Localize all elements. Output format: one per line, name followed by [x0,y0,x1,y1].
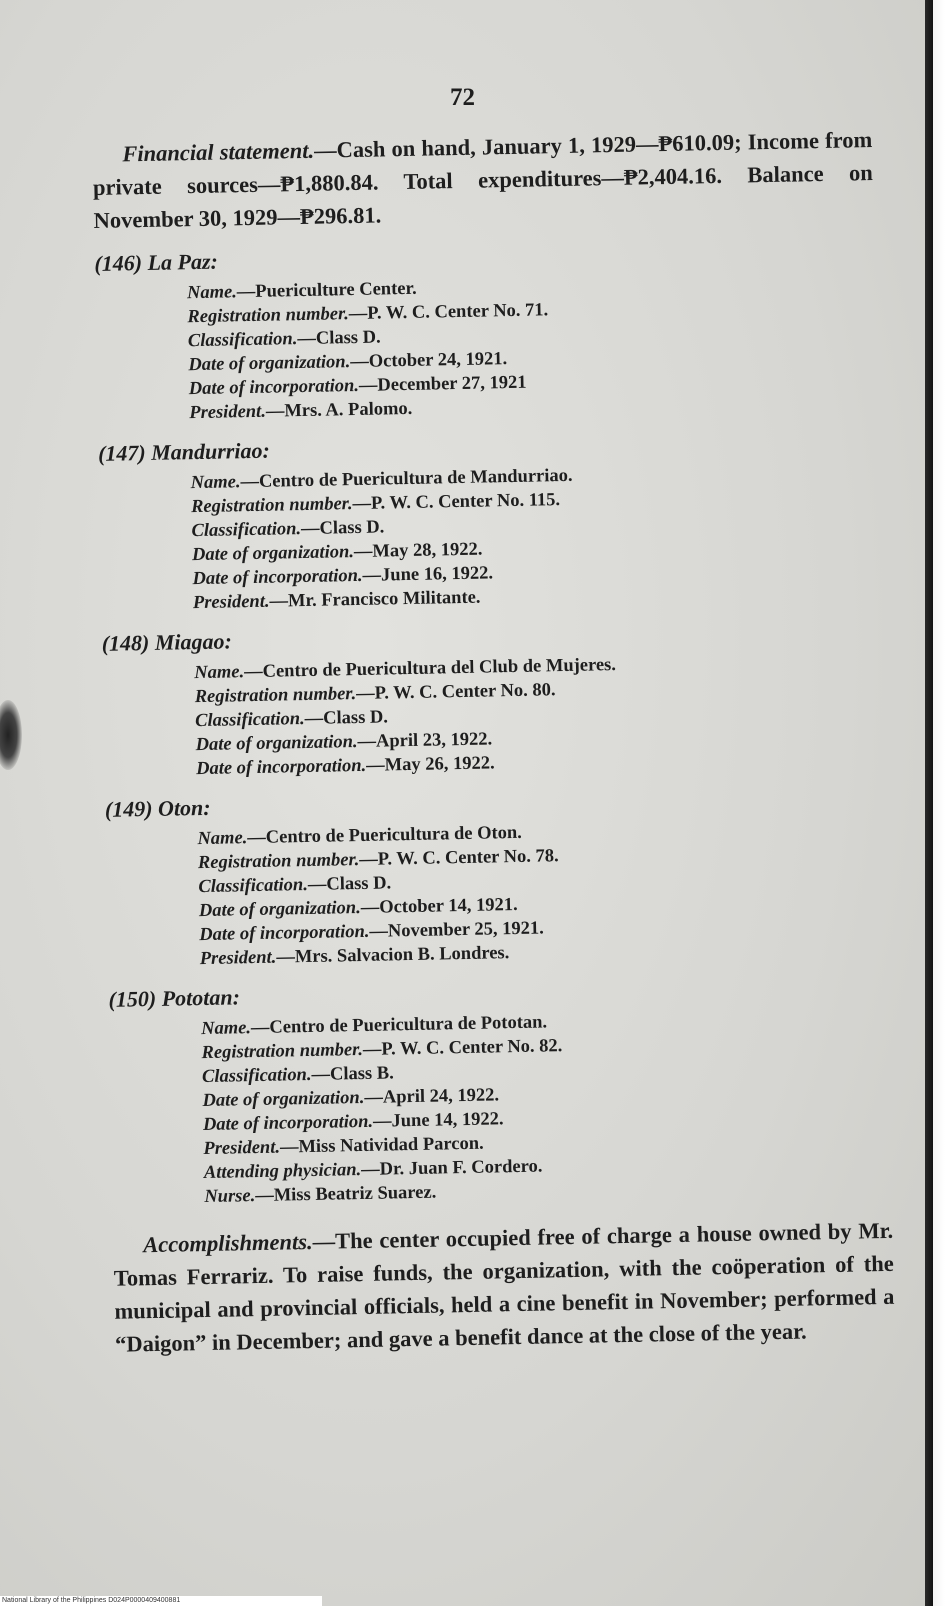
field-value: —P. W. C. Center No. 71. [348,300,549,325]
field-label: Name. [186,282,238,304]
accomplishments-label: Accomplishments. [143,1228,313,1258]
center-section [101,616,884,783]
field-value: —October 14, 1921. [360,894,518,918]
field-value: —December 27, 1921 [358,372,527,396]
field-value: —P. W. C. Center No. 115. [352,490,561,515]
field-label: Classification. [191,519,302,542]
field-value: —November 25, 1921. [369,918,544,942]
field-value: —June 16, 1922. [362,563,494,586]
field-label: Date of incorporation. [199,921,370,946]
page-body [92,123,895,1361]
section-number: (148) [101,629,150,656]
field-value: —Class D. [304,707,389,730]
field-value: —April 23, 1922. [357,729,493,753]
field-value: —Miss Natividad Parcon. [279,1133,484,1158]
section-fields [201,1004,893,1209]
field-label: Date of organization. [188,352,351,376]
field-label: Attending physician. [203,1160,362,1184]
section-place: Pototan: [161,984,241,1011]
field-label: Name. [190,472,241,494]
field-value: —April 24, 1922. [364,1085,500,1108]
field-value: —Dr. Juan F. Cordero. [360,1156,543,1181]
field-label: Classification. [201,1064,312,1088]
financial-statement-label: Financial statement. [122,137,315,167]
field-label: Registration number. [194,684,357,708]
section-number: (150) [108,985,157,1012]
field-label: Name. [200,1018,252,1040]
field-label: Date of organization. [202,1087,365,1112]
section-number: (146) [94,250,143,276]
section-place: La Paz: [147,248,219,275]
financial-statement-text: —Cash on hand, January 1, 1929—₱610.09; Income from private sources—₱1,880.84. Total expenditures—₱2,404.16. Balance on November 30, 1929—₱296.81. [92,127,874,233]
field-value: —Mrs. A. Palomo. [265,398,413,422]
field-label: Name. [194,662,245,684]
field-value: —Class D. [297,327,381,350]
center-section [108,972,892,1211]
field-label: Registration number. [201,1039,364,1064]
page-number: 72 [450,84,475,111]
field-value: —Class B. [311,1063,394,1085]
field-value: —October 24, 1921. [350,349,508,373]
field-value: —Mrs. Salvacion B. Londres. [276,943,510,968]
field-value: —P. W. C. Center No. 80. [355,680,556,705]
field-value: —Centro de Puericultura de Mandurriao. [240,465,573,493]
section-fields [197,814,888,971]
center-section [94,236,877,427]
field-label: Nurse. [204,1186,256,1208]
field-label: Date of incorporation. [202,1111,374,1136]
page-smudge [0,700,22,770]
field-label: Registration number. [190,494,353,518]
field-value: —May 28, 1922. [353,539,483,563]
field-label: Date of incorporation. [188,375,360,400]
field-label: Date of incorporation. [195,755,367,780]
scan-edge [925,0,945,1606]
section-place: Mandurriao: [150,437,271,465]
section-number: (149) [104,795,153,822]
field-value: —May 26, 1922. [366,753,495,776]
field-value: —Mr. Francisco Militante. [269,587,481,612]
field-label: Classification. [187,329,298,352]
section-fields [190,458,881,615]
center-sections [94,236,892,1211]
field-value: —Puericulture Center. [236,278,417,303]
field-value: —Class D. [307,873,392,895]
field-value: —Centro de Puericultura de Oton. [247,822,523,849]
field-label: President. [189,401,267,424]
section-place: Oton: [157,794,211,821]
field-label: Date of organization. [195,732,358,756]
field-value: —P. W. C. Center No. 78. [359,846,559,870]
field-value: —Centro de Puericultura de Pototan. [250,1012,548,1039]
field-label: President. [203,1137,281,1160]
field-label: President. [199,947,277,970]
field-label: President. [192,591,270,614]
field-label: Date of organization. [198,897,361,922]
field-label: Name. [197,828,248,850]
accomplishments-paragraph [113,1214,895,1361]
section-fields [194,648,884,781]
field-label: Classification. [195,709,305,732]
section-fields [187,268,878,425]
section-number: (147) [97,440,146,466]
archive-footer: National Library of the Philippines D024P0000409400881 [0,1596,322,1606]
field-value: —Miss Beatriz Suarez. [255,1182,437,1207]
center-section [98,426,881,617]
center-section [105,782,888,973]
accomplishments-text: —The center occupied free of charge a house owned by Mr. Tomas Ferrariz. To raise funds, the organization, with the coöperation of the municipal and provincial officials, held a cine benefit in November; performed a “Daigon” in December; and gave a benefit dance at the close of the year. [113,1217,895,1357]
field-label: Registration number. [187,304,350,328]
field-value: —Class D. [300,517,385,540]
field-label: Date of incorporation. [192,565,363,590]
field-label: Classification. [198,874,309,898]
field-value: —Centro de Puericultura del Club de Mujeres. [243,655,617,683]
field-value: —June 14, 1922. [372,1109,504,1132]
field-label: Registration number. [197,850,360,874]
field-value: —P. W. C. Center No. 82. [362,1036,563,1060]
financial-statement-paragraph [92,123,874,237]
section-place: Miagao: [154,628,233,655]
field-label: Date of organization. [191,542,355,566]
